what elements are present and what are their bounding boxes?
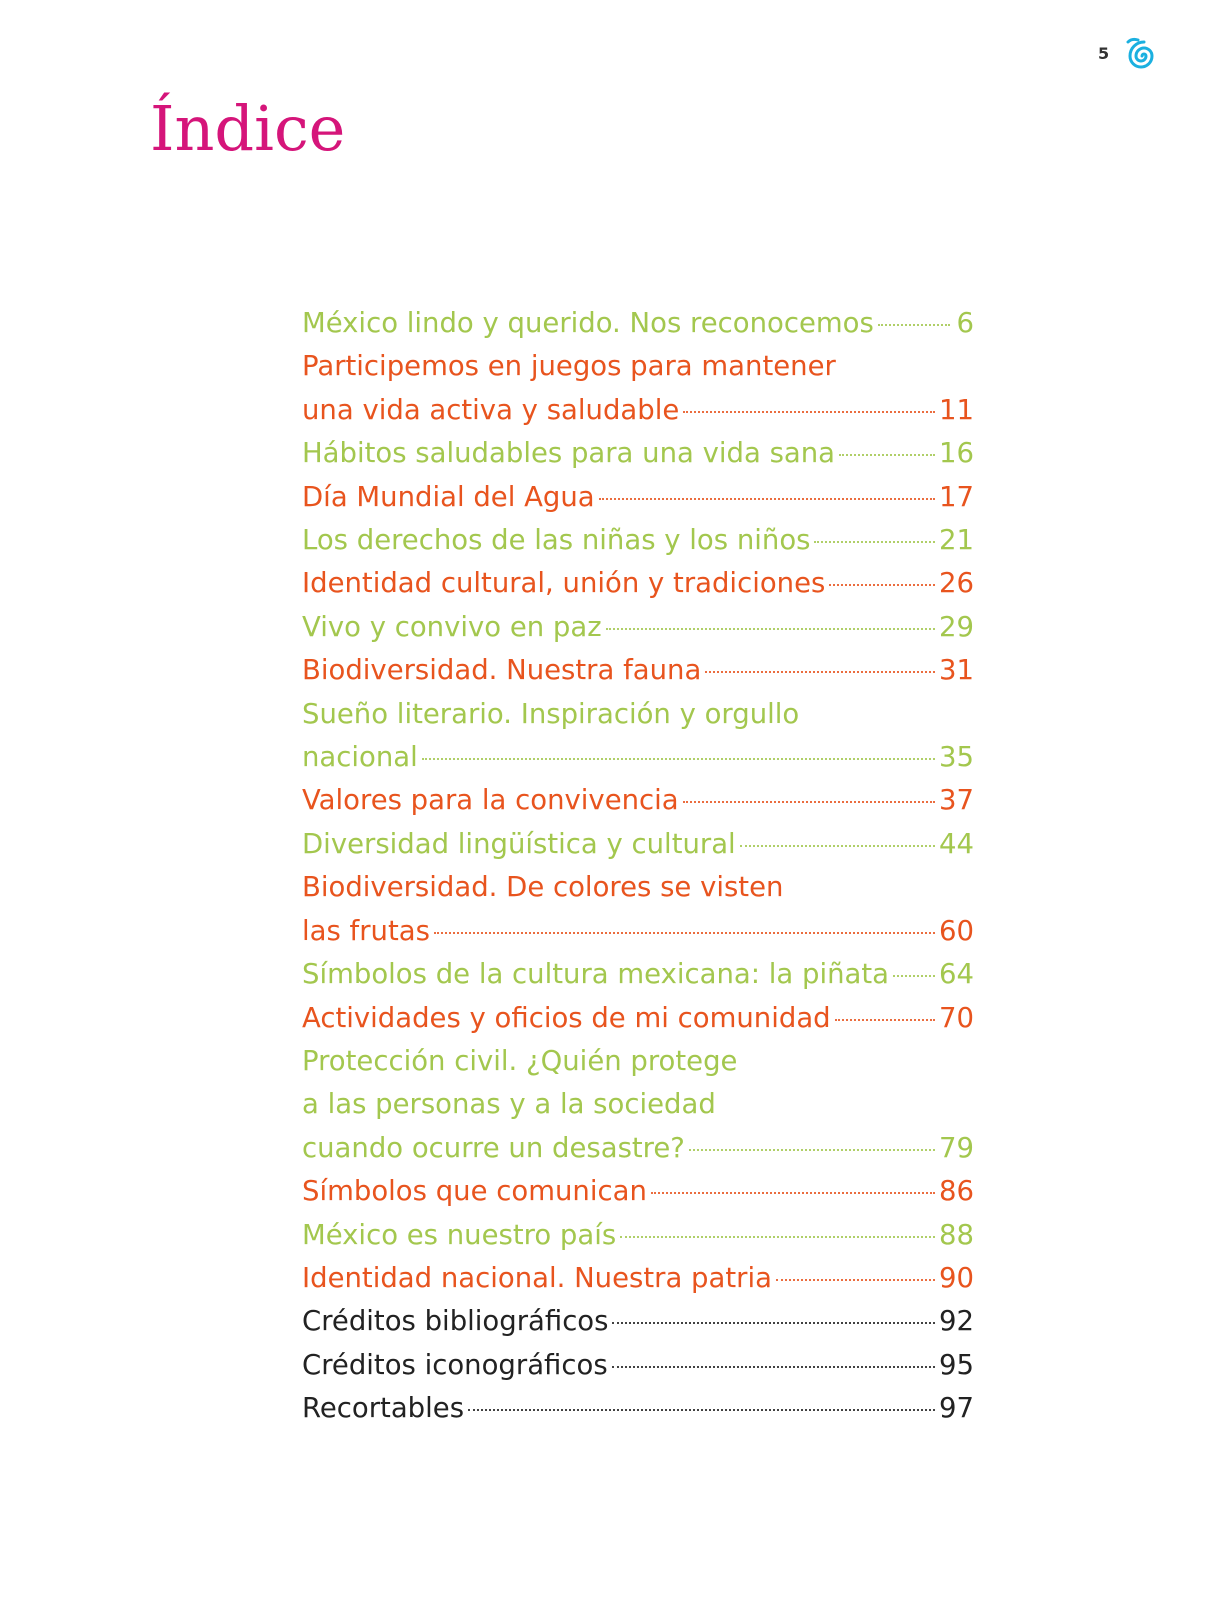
toc-entry-title: México lindo y querido. Nos reconocemos <box>302 307 874 339</box>
toc-entry-title: Sueño literario. Inspiración y orgullo <box>302 697 800 730</box>
toc-entry-title: Diversidad lingüística y cultural <box>302 827 736 860</box>
toc-leader-dots <box>893 975 935 977</box>
toc-entry-page: 70 <box>939 1001 974 1034</box>
toc-entry-title: Actividades y oficios de mi comunidad <box>302 1001 831 1034</box>
toc-leader-dots <box>434 932 935 934</box>
toc-entry-page: 92 <box>939 1305 974 1338</box>
toc-entry-page: 79 <box>939 1131 974 1164</box>
toc-entry-page: 90 <box>939 1261 974 1294</box>
toc-entry-page: 17 <box>939 480 974 513</box>
toc-entry <box>302 562 974 605</box>
toc-leader-dots <box>683 411 935 413</box>
toc-leader-dots <box>599 498 935 500</box>
toc-entry <box>302 1214 974 1257</box>
toc-entry-title: México es nuestro país <box>302 1218 617 1251</box>
toc-entry-title: Biodiversidad. Nuestra fauna <box>302 654 702 687</box>
toc-entry-title: Los derechos de las niñas y los niños <box>302 524 811 557</box>
toc-entry-title: cuando ocurre un desastre? <box>302 1131 685 1164</box>
toc-entry-title: nacional <box>302 741 418 774</box>
toc-entry-title: Identidad nacional. Nuestra patria <box>302 1261 772 1294</box>
toc-entry-title: Vivo y convivo en paz <box>302 610 602 643</box>
toc-leader-dots <box>606 628 935 630</box>
toc-leader-dots <box>705 671 935 673</box>
toc-entry-page: 64 <box>939 958 974 991</box>
toc-leader-dots <box>620 1236 935 1238</box>
toc-entry-page: 88 <box>939 1218 974 1251</box>
toc-leader-dots <box>740 845 935 847</box>
toc-leader-dots <box>683 801 935 803</box>
toc-entry <box>302 1344 974 1387</box>
toc-leader-dots <box>689 1149 935 1151</box>
toc-entry-page: 60 <box>939 914 974 947</box>
toc-entry-page: 35 <box>939 741 974 774</box>
toc-entry-title: Recortables <box>302 1392 465 1425</box>
toc-entry-page: 37 <box>939 784 974 817</box>
toc-entry-page: 44 <box>939 827 974 860</box>
table-of-contents <box>302 302 974 1431</box>
toc-entry <box>302 1170 974 1213</box>
toc-entry-title: Participemos en juegos para mantener <box>302 350 836 383</box>
toc-entry-title: Símbolos que comunican <box>302 1175 647 1208</box>
toc-entry-title: Créditos iconográficos <box>302 1348 608 1381</box>
toc-entry-title: a las personas y a la sociedad <box>302 1088 716 1121</box>
toc-entry <box>302 779 974 822</box>
toc-leader-dots <box>829 584 935 586</box>
toc-leader-dots <box>612 1366 935 1368</box>
toc-entry-title: Identidad cultural, unión y tradiciones <box>302 567 826 600</box>
toc-entry <box>302 476 974 519</box>
toc-entry-title: Créditos bibliográficos <box>302 1305 609 1338</box>
toc-entry-page: 26 <box>939 567 974 600</box>
toc-entry <box>302 1387 974 1430</box>
toc-entry-title: Valores para la convivencia <box>302 784 679 817</box>
toc-entry-title: Hábitos saludables para una vida sana <box>302 437 836 470</box>
toc-leader-dots <box>814 541 935 543</box>
toc-leader-dots <box>651 1192 935 1194</box>
toc-entry-page: 31 <box>939 654 974 687</box>
toc-entry-title: Protección civil. ¿Quién protege <box>302 1044 738 1077</box>
toc-entry <box>302 519 974 562</box>
page-title: Índice <box>150 92 346 165</box>
toc-entry <box>302 953 974 996</box>
toc-entry-page: 6 <box>956 307 974 339</box>
page-number: 5 <box>1098 44 1110 63</box>
toc-leader-dots <box>839 454 935 456</box>
toc-leader-dots <box>468 1409 935 1411</box>
toc-entry-title: Día Mundial del Agua <box>302 480 595 513</box>
toc-entry-page: 16 <box>939 437 974 470</box>
toc-entry <box>302 432 974 475</box>
toc-leader-dots <box>835 1019 935 1021</box>
toc-entry <box>302 302 974 345</box>
toc-entry <box>302 866 974 953</box>
toc-entry <box>302 1257 974 1300</box>
toc-entry <box>302 345 974 432</box>
toc-entry-title: una vida activa y saludable <box>302 393 680 426</box>
toc-entry <box>302 649 974 692</box>
toc-entry <box>302 823 974 866</box>
toc-entry <box>302 606 974 649</box>
toc-entry-title: las frutas <box>302 914 430 947</box>
toc-entry-page: 29 <box>939 610 974 643</box>
toc-entry <box>302 693 974 780</box>
toc-entry <box>302 997 974 1040</box>
toc-leader-dots <box>776 1279 935 1281</box>
toc-entry-title: Símbolos de la cultura mexicana: la piñata <box>302 958 889 991</box>
toc-entry-page: 86 <box>939 1175 974 1208</box>
toc-entry <box>302 1300 974 1343</box>
toc-leader-dots <box>422 758 935 760</box>
toc-entry-page: 21 <box>939 524 974 557</box>
toc-entry <box>302 1040 974 1170</box>
toc-entry-page: 11 <box>939 393 974 426</box>
toc-leader-dots <box>878 324 950 326</box>
toc-leader-dots <box>612 1322 935 1324</box>
toc-entry-page: 97 <box>939 1392 974 1425</box>
spiral-logo-icon <box>1124 36 1164 76</box>
toc-entry-page: 95 <box>939 1348 974 1381</box>
toc-entry-title: Biodiversidad. De colores se visten <box>302 871 784 904</box>
